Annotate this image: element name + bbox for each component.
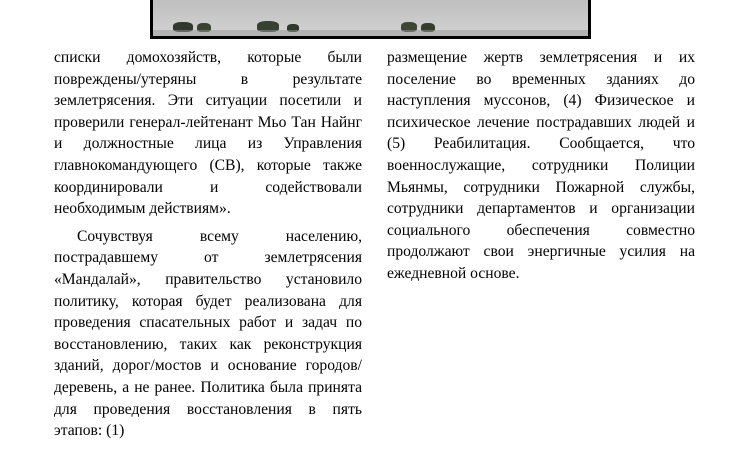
left-paragraph-2: Сочувствуя всему населению, пострадавшему от землетрясения «Мандалай», правительство установило политику, которая будет реализована для проведения спасательных работ и задач по восстановлению, таких как реконструкция зданий, дорог/мостов и основание городов/деревень, а не ранее. Политика была принята для проведения восстановления в пять этапов: (1) [54,227,362,440]
left-paragraph-1: списки домохозяйств, которые были повреждены/утеряны в результате землетрясения. Эти ситуации посетили и проверили генерал-лейтенант Мьо Тан Найнг и должностные лица из Управления главнокомандующего (СВ), которые также координировали и содействовали необходимым действиям». [54,49,362,218]
right-text-column [387,47,695,285]
news-photo [150,0,591,39]
photo-ground [153,30,588,36]
right-paragraph-1: размещение жертв землетрясения и их поселение во временных зданиях до наступления муссонов, (4) Физическое и психическое лечение пострадавших людей и (5) Реабилитация. Сообщается, что военнослужащие, сотрудники Полиции Мьянмы, сотрудники Пожарной службы, сотрудники департаментов и организации социального обеспечения совместно продолжают свои энергичные усилия на ежедневной основе. [387,49,695,282]
left-text-column [54,47,362,442]
